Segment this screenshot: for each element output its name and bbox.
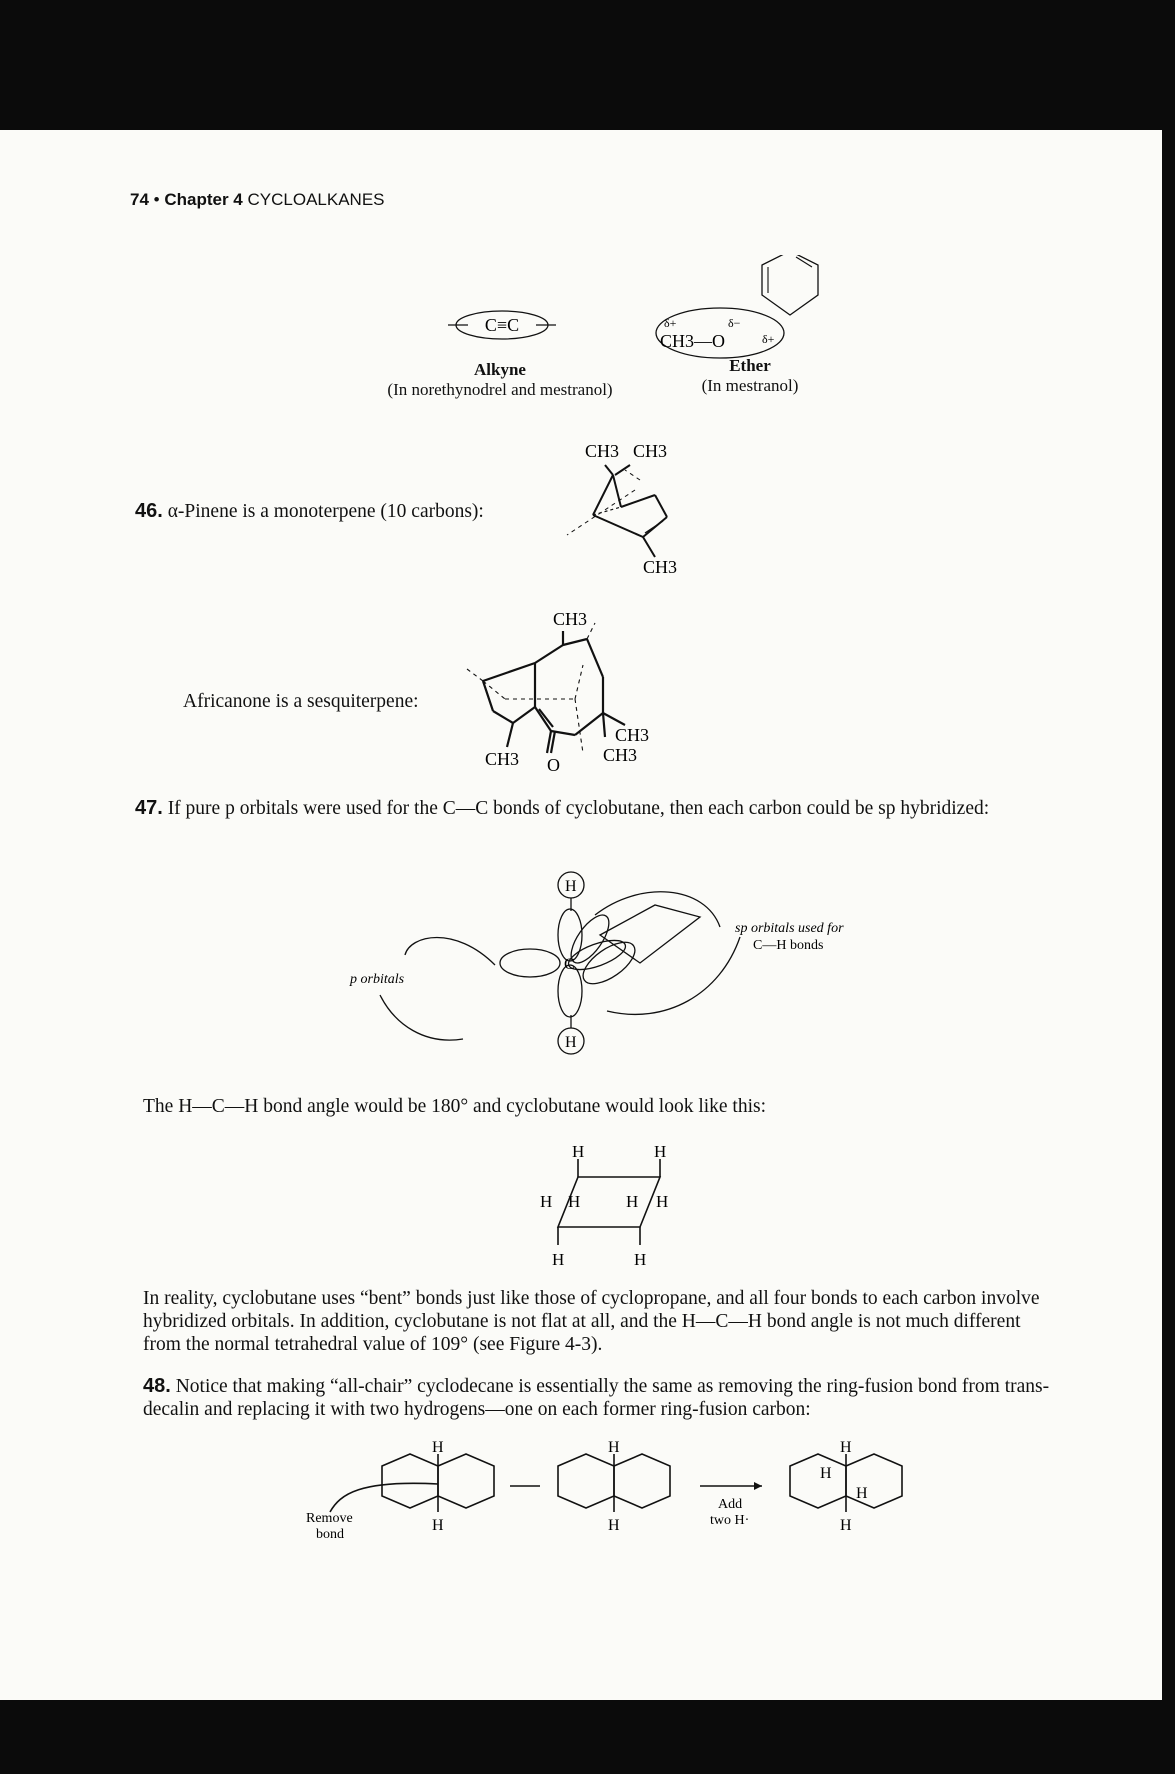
ether-delta-2: δ− xyxy=(728,316,741,330)
top-dark-band xyxy=(0,0,1175,130)
add-label-2: two H· xyxy=(710,1513,750,1528)
alkyne-name: Alkyne xyxy=(474,360,526,379)
africanone-ch3-right2: CH3 xyxy=(603,745,638,765)
africanone-ch3-right1: CH3 xyxy=(615,725,650,745)
q46-number: 46. xyxy=(135,500,163,522)
h-2: H xyxy=(654,1145,667,1161)
p-orbitals-label: p orbitals xyxy=(350,972,405,987)
ether-delta-1: δ+ xyxy=(664,316,677,330)
africanone-ch3-left: CH3 xyxy=(485,749,520,769)
remove-label-2: bond xyxy=(316,1527,344,1542)
q47-text: If pure p orbitals were used for the C—C bonds of cyclobutane, then each carbon could be sp hybridized: xyxy=(167,798,990,819)
africanone-structure xyxy=(465,605,685,775)
alkyne-diagram xyxy=(440,305,570,345)
book-page xyxy=(0,130,1162,1700)
h-4: H xyxy=(568,1192,581,1211)
pinene-structure xyxy=(555,435,705,585)
orbital-h-bottom: H xyxy=(565,1034,577,1051)
pinene-ch3-2: CH3 xyxy=(633,441,668,461)
ether-note: (In mestranol) xyxy=(701,376,799,395)
sp-label-1: sp orbitals used for xyxy=(735,921,844,936)
orbital-c: C xyxy=(564,956,575,973)
mid-h-top: H xyxy=(608,1440,620,1456)
decalin-h-top: H xyxy=(432,1440,444,1456)
q46-line xyxy=(135,500,484,523)
decalin-h-bottom: H xyxy=(432,1517,444,1534)
add-label-1: Add xyxy=(718,1497,743,1512)
final-h-bottom: H xyxy=(840,1517,852,1534)
africanone-text: Africanone is a sesquiterpene: xyxy=(183,691,419,712)
q47-paragraph xyxy=(135,797,1035,820)
q48-paragraph xyxy=(143,1375,1063,1421)
mid-h-bottom: H xyxy=(608,1517,620,1534)
sp-label-2: C—H bonds xyxy=(753,938,824,953)
alkyne-note: (In norethynodrel and mestranol) xyxy=(387,380,613,399)
h-3: H xyxy=(540,1192,553,1211)
running-header xyxy=(130,190,385,210)
header-bullet: • xyxy=(153,190,160,209)
h-7: H xyxy=(552,1250,565,1265)
q46-text: α-Pinene is a monoterpene (10 carbons): xyxy=(167,501,484,522)
ether-name: Ether xyxy=(729,356,771,375)
sp-orbital-diagram xyxy=(335,855,865,1070)
africanone-ch3-top: CH3 xyxy=(553,609,588,629)
page-number: 74 xyxy=(130,190,149,209)
q47-reality-text: In reality, cyclobutane uses “bent” bonds just like those of cyclopropane, and all four bonds to each carbon involve hybridized orbitals. In addition, cyclobutane is not flat at all, and the H—C—H bond angle is not much different from the normal tetrahedral value of 109° (see Figure 4-3). xyxy=(143,1288,1040,1355)
h-6: H xyxy=(656,1192,669,1211)
pinene-ch3-3: CH3 xyxy=(643,557,678,577)
alkyne-caption xyxy=(370,360,630,400)
q47-number: 47. xyxy=(135,797,163,819)
ether-formula: CH3—O xyxy=(660,331,726,351)
q48-text: Notice that making “all-chair” cyclodecane is essentially the same as removing the ring-fusion bond from trans-decalin and replacing it with two hydrogens—one on each former ring-fusion carbon: xyxy=(143,1376,1050,1420)
q47-angle-text: The H—C—H bond angle would be 180° and cyclobutane would look like this: xyxy=(143,1096,767,1117)
decalin-to-cyclodecane-scheme xyxy=(300,1440,920,1570)
africanone-oxygen: O xyxy=(547,755,560,775)
q48-number: 48. xyxy=(143,1375,171,1397)
chapter-label: Chapter 4 xyxy=(164,190,243,209)
orbital-h-top: H xyxy=(565,878,577,895)
h-5: H xyxy=(626,1192,639,1211)
flat-cyclobutane xyxy=(530,1145,680,1265)
final-h-top: H xyxy=(840,1440,852,1456)
ether-diagram xyxy=(650,255,850,365)
chapter-title: CYCLOALKANES xyxy=(247,190,385,209)
alkyne-formula: C≡C xyxy=(484,315,520,335)
h-8: H xyxy=(634,1250,647,1265)
final-h-inner2: H xyxy=(856,1485,868,1502)
final-h-inner1: H xyxy=(820,1465,832,1482)
pinene-ch3-1: CH3 xyxy=(585,441,620,461)
ether-caption xyxy=(650,356,850,396)
remove-label-1: Remove xyxy=(306,1511,353,1526)
ether-delta-3: δ+ xyxy=(762,332,775,346)
h-1: H xyxy=(572,1145,585,1161)
